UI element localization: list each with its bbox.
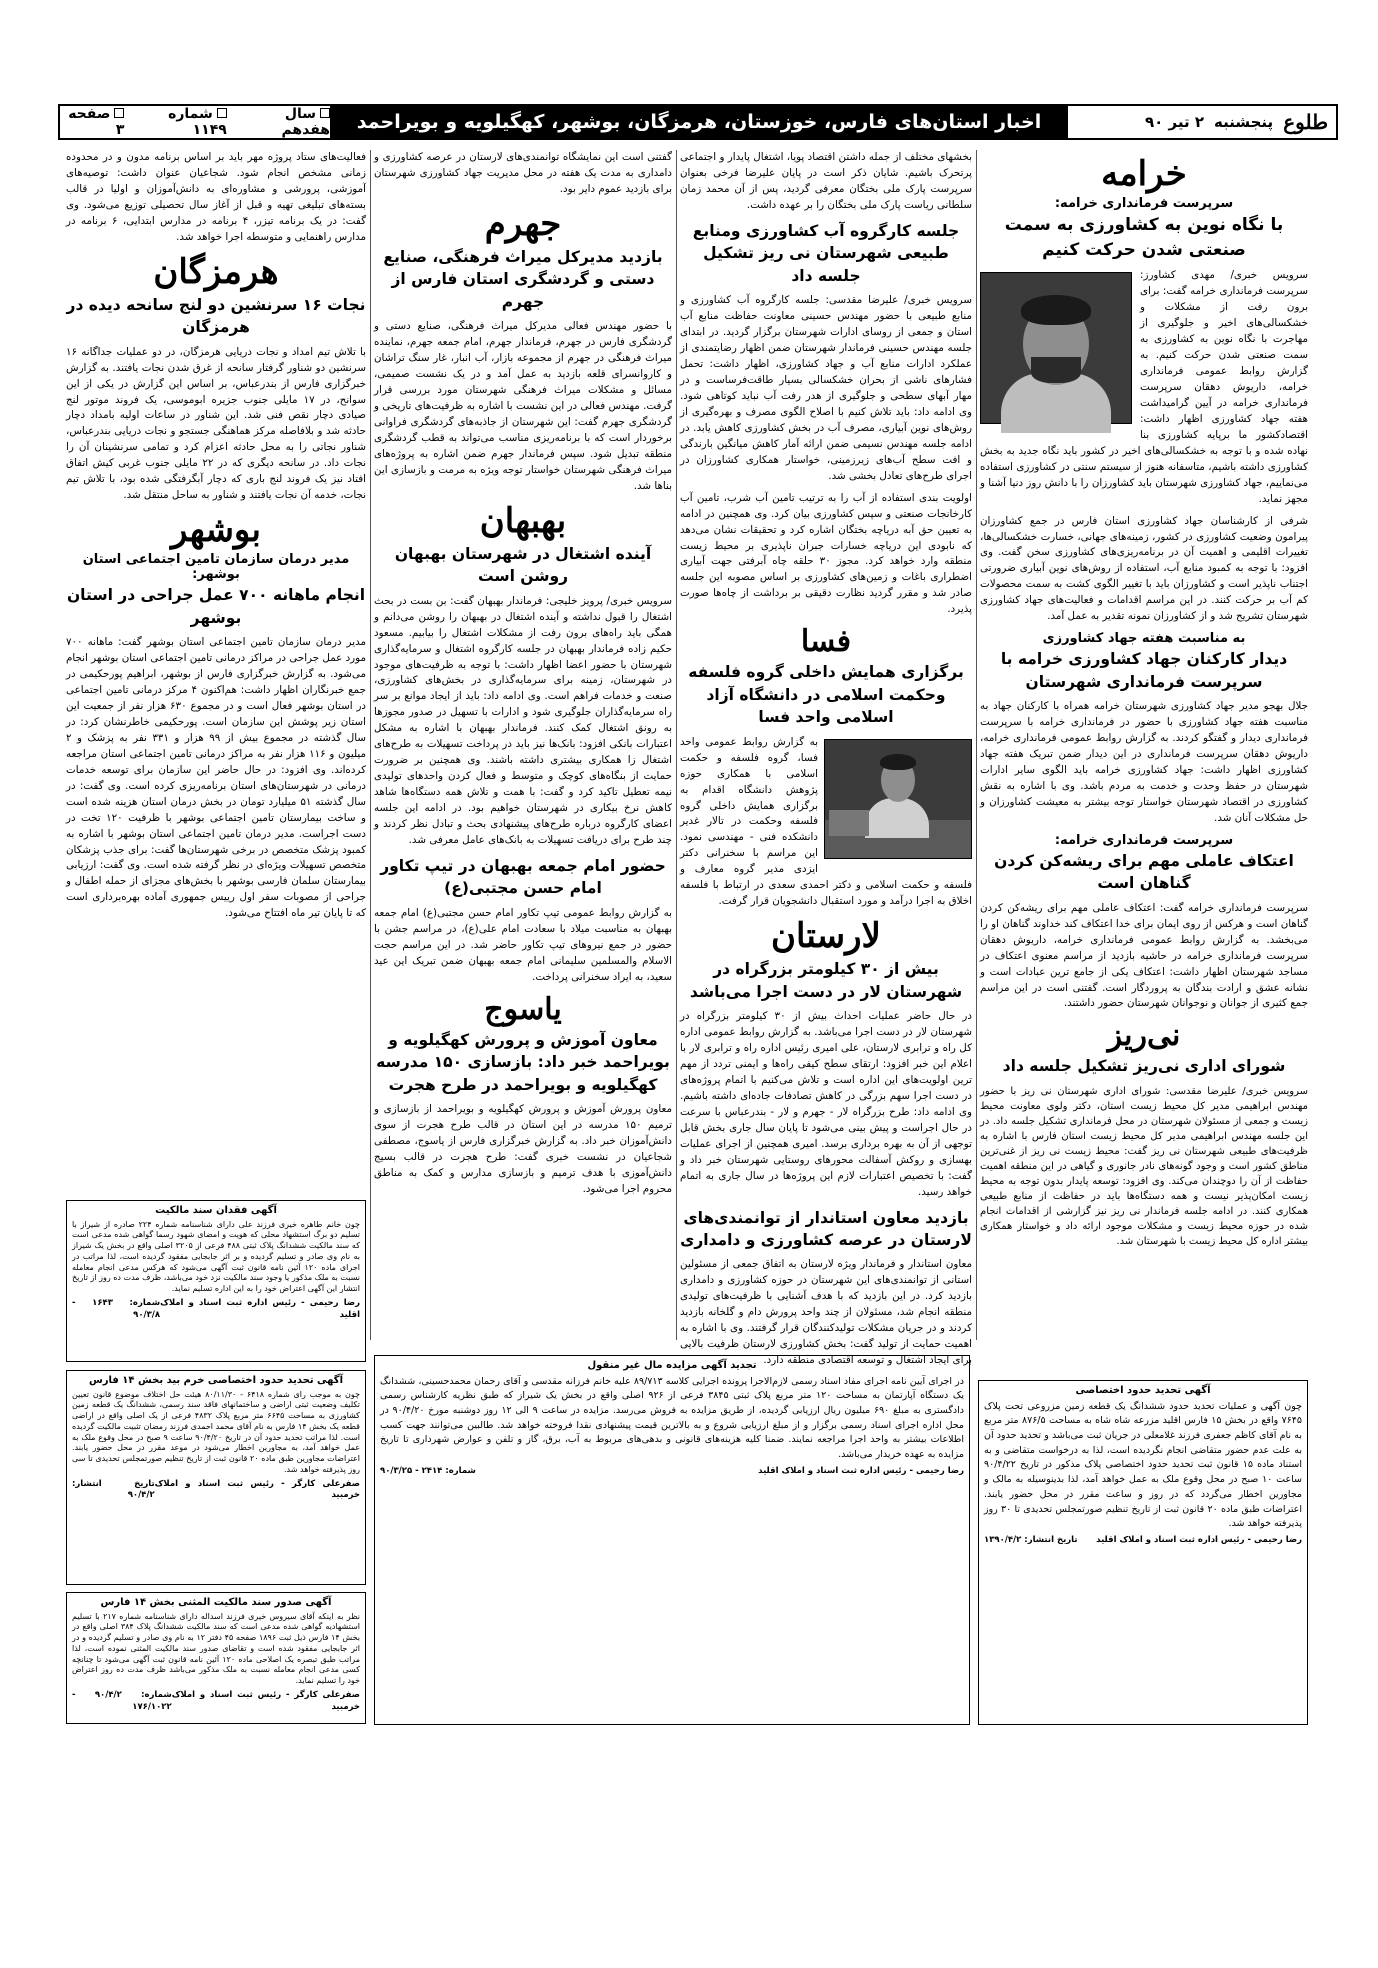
article-headline: بازدید مدیرکل میراث فرهنگی، صنایع دستی و گردشگری استان فارس از جهرم [383,247,663,311]
article-body: معاون استاندار و فرماندار ویژه لارستان به اتفاق جمعی از مسئولین استانی از توانمندی‌های این شهرستان در حوزه کشاورزی و دامداری بازدید کرد. در این بازدید که با هدف آشنایی با ظرفیت‌های تولیدی منطقه انجام شد، مسئولان از چند واحد پرورش دام و گلخانه بازدید کردند و در جریان مشکلات تولیدکنندگان قرار گرفتند. وی با اشاره به اهمیت حمایت از تولید گفت: بخش کشاورزی لارستان ظرفیت بالایی برای ایجاد اشتغال و توسعه اقتصادی منطقه دارد. [680,1258,972,1367]
article-body: اولویت بندی استفاده از آب را به ترتیب تامین آب شرب، تامین آب کارخانجات صنعتی و سپس کشاورزی بیان کرد. وی همچنین در ادامه به تعیین حق آبه دریاچه بختگان اشاره کرد و تحقیقات نشان می‌دهد که نابودی این دریاچه خسارات جبران ناپذیری بر محیط زیست منطقه وارد خواهد کرد. مجوز ۳۰ حلقه چاه آبرفتی جهت آبیاری اضطراری باغات و زمین‌های کشاورزی بر اساس مصوبه این جلسه صادر شد و مقرر گردید نظارت دقیقی بر برداشت از چاه‌ها صورت پذیرد. [680,491,972,616]
ad-title: آگهی فقدان سند مالکیت [155,1205,277,1216]
article-headline: حضور امام جمعه بهبهان در تیپ تکاور امام حسن مجتبی(ع) [380,856,666,898]
article-headline: برگزاری همایش داخلی گروه فلسفه وحکمت اسلامی در دانشگاه آزاد اسلامی واحد فسا [688,663,964,727]
article-body: سرویس خبری/ مهدی کشاورز: سرپرست فرمانداری خرامه گفت: برای برون رفت از مشکلات و خشکسالی‌های اخیر و جلوگیری از مهاجرت با نگاه نوین به کشاورزی به سمت صنعتی شدن حرکت کنیم. به گزارش روابط عمومی فرمانداری خرامه، داریوش دهقان سرپرست فرمانداری خرامه در آیین گرامیداشت هفته جهاد کشاورزی اظهار داشت: اقتصادکشور ما برپایه کشاورزی بنا نهاده شده و با توجه به خشکسالی‌های اخیر در کشور باید نگاه جدید به بخش کشاورزی داشته باشیم، متاسفانه هنوز از سیستم سنتی در کشاورزی استفاده می‌نماییم، جهاد کشاورزی شهرستان باید کشاورزان را با دانش روز دنیا آشنا و مجهز نماید. [980,269,1308,505]
masthead [58,104,1338,140]
newspaper-logo: طلوع [1283,110,1328,134]
masthead-issue-block [60,106,331,138]
city-heading-khorrameh: خرامه [1101,154,1187,194]
ad-signature: صفرعلی کارگر - رئیس ثبت اسناد و املاک خرمبید [154,1478,360,1501]
masthead-issue: شماره ۱۱۴۹ [168,106,227,138]
article-body: سرویس خبری/ علیرضا مقدسی: جلسه کارگروه آب کشاورزی و منابع طبیعی با حضور مهندس حسینی معاونت حفاظت منابع آب استان و جمعی از روسای ادارات شهرستان برگزار گردید. در ابتدای جلسه مهندس حسینی فرماندار شهرستان ضمن اظهار رضایتمندی از عملکرد ادارات منابع آب و جهاد کشاورزی، اظهار داشت: تحمل فشارهای ناشی از بحران خشکسالی بسیار طاقت‌فرساست و در مهار آبهای سطحی و جلوگیری از هدر رفت آب نباید کوتاهی شود. وی ادامه داد: باید تلاش کنیم با اصلاح الگوی مصرف و بهره‌گیری از روش‌های نوین آبیاری، مصرف آب در بخش کشاورزی کاهش یابد. در ادامه جلسه مهندس نسیمی ضمن ارائه آمار کاهش میانگین بارندگی و افت سطح آب‌های زیرزمینی، خواستار همکاری کشاورزان در اجرای طرح‌های تعادل بخشی شد. [680,294,972,482]
column-divider [676,150,677,1340]
article-headline: بیش از ۳۰ کیلومتر بزرگراه در شهرستان لار در دست اجرا می‌باشد [689,960,963,1001]
masthead-date: ۲ تیر ۹۰ [1145,113,1204,131]
legal-ad [66,1200,366,1362]
column-2 [680,150,972,1367]
masthead-page: صفحه ۳ [68,106,125,138]
ad-signature: رضا رحیمی - رئیس اداره ثبت اسناد و املاک اقلید [1096,1534,1302,1545]
city-heading-bushehr: بوشهر [171,510,261,551]
article-body: مدیر درمان سازمان تامین اجتماعی استان بوشهر گفت: ماهانه ۷۰۰ مورد عمل جراحی در مراکز درمانی تامین اجتماعی استان بوشهر انجام می‌شود. به گزارش خبرگزاری فارس از بوشهر، ابراهیم پورحکیمی در جمع خبرنگاران اظهار داشت: هم‌اکنون ۴ مرکز درمانی تامین اجتماعی در استان بوشهر فعال است و در مجموع ۶۳۰ هزار نفر از جمعیت این استان زیر پوشش این سازمان است. پورحکیمی خاطرنشان کرد: در سال گذشته در مجموع بیش از ۹۹ هزار و ۳۳۱ نفر به پزشک و ۲ میلیون و ۱۱۶ هزار نفر به مراکز درمانی تامین اجتماعی استان مراجعه کرده‌اند. وی افزود: در حال حاضر این سازمان برای توسعه خدمات درمانی در شهرستان‌های استان برنامه‌ریزی کرده است. وی گفت: در سال گذشته ۵۱ میلیارد تومان در بخش درمان استان هزینه شده است و ساخت بیمارستان تامین اجتماعی بوشهر با ظرفیت ۱۲۰ تخت در دست اجراست. مدیر درمان تامین اجتماعی استان بوشهر با اشاره به کمبود پزشک متخصص در برخی شهرستان‌ها گفت: برای جذب پزشکان متخصص تسهیلات ویژه‌ای در نظر گرفته شده است. وی گفت: ارزیابی بیمارستان سلمان فارسی بوشهر با بخش‌های مجزای از حمله اطفال و جراحی از مصوبات سفر اول رییس جمهوری آماده بهره‌برداری است که تا پایان تیر ماه افتتاح می‌شود. [66,636,367,920]
legal-ad [66,1370,366,1585]
page-title: اخبار استان‌های فارس، خوزستان، هرمزگان، بوشهر، کهگیلویه و بویراحمد [331,106,1067,138]
article-body: به گزارش روابط عمومی تیپ تکاور امام حسن مجتبی(ع) امام جمعه بهبهان به مناسبت میلاد با سعادت امام علی(ع)، در مراسم جشن با حضور در جمع نیروهای تیپ تکاور حاضر شد. در این مراسم حجت الاسلام والمسلمین سلیمانی امام جمعه بهبهان ضمن تبریک این عید سعید، به ایراد سخنرانی پرداخت. [374,906,672,983]
column-divider [370,150,371,1340]
article-headline: نجات ۱۶ سرنشین دو لنج سانحه دیده در هرمزگان [66,295,366,337]
ad-number: شماره: ۹۰/۴/۲ - ۱۷۶/۱۰۲۲ [72,1690,172,1712]
article-headline: با نگاه نوین به کشاورزی به سمت صنعتی شدن حرکت کنیم [1004,215,1284,260]
ad-number: تاریخ انتشار: ۱۳۹۰/۴/۲ [984,1534,1078,1545]
ad-text: چون آگهی و عملیات تحدید حدود ششدانگ یک قطعه زمین مزروعی تحت پلاک ۷۶۴۵ واقع در بخش ۱۵ فارس اقلید مزرعه شاه شاه به مساحت ۸۷۶/۵ متر مربع به نام آقای کاظم جعفری فرزند غلامعلی در جریان ثبت می‌باشد و تحدید حدود آن به علت عدم حضور متقاضی انجام نگردیده است، لذا به درخواست متقاضی و به استناد ماده ۱۵ قانون ثبت تحدید حدود اختصاصی پلاک مذکور در تاریخ ۹۰/۴/۲۲ ساعت ۱۰ صبح در محل وقوع ملک به عمل خواهد آمد، لذا بدینوسیله به مالک و مجاورین اخطار می‌گردد که در روز و ساعت مقرر در محل حضور یابند. اعتراضات طبق ماده ۲۰ قانون ثبت از تاریخ تنظیم صورتمجلس تحدیدی تا ۳۰ روز پذیرفته خواهد شد. [984,1400,1302,1530]
ad-text: نظر به اینکه آقای سیروس خیری فرزند اسداله دارای شناسنامه شماره ۲۱۷ با تسلیم استشهادیه گواهی شده مدعی است که سند مالکیت ششدانگ پلاک ۳۸۴ اصلی واقع در بخش ۱۴ فارس ذیل ثبت ۱۸۹۶ صفحه ۴۵ دفتر ۱۲ به نام وی صادر و تسلیم گردیده و در اثر جابجایی مفقود شده است و تقاضای صدور سند مالکیت المثنی نموده است، لذا مراتب طبق تبصره یک اصلاحی ماده ۱۲۰ آئین نامه قانون ثبت آگهی می‌شود تا چنانچه کسی مدعی انجام معامله نسبت به ملک مذکور می‌باشد ظرف مدت ده روز اعتراض خود را تسلیم نماید. [72,1611,360,1686]
masthead-date-block [1067,106,1336,138]
city-heading-hormozgan: هرمزگان [153,251,279,292]
masthead-year: سال هفدهم [281,106,330,138]
city-heading-neyriz: نی‌ریز [1107,1018,1181,1054]
square-bullet-icon [217,108,227,118]
article-headline: بازدید معاون استاندار از توانمندی‌های لارستان در عرصه کشاورزی و دامداری [680,1208,972,1250]
article-body: بخشهای مختلف از جمله داشتن اقتصاد پویا، اشتغال پایدار و اجتماعی پرتحرک باشیم. شایان ذکر است در پایان علیرضا فرخی بعنوان سرپرست پارک ملی بختگان معرفی گردید، پس از آن محمد زمان سلطانی ریاست پارک ملی بختگان را بر عهده داشت. [680,151,972,211]
article-body: سرویس خبری/ پرویز خلیجی: فرماندار بهبهان گفت: بن بست در بحث اشتغال را قبول نداشته و آینده اشتغال در بهبهان را روشن می‌دانم و همگی باید راه‌های برون رفت از مشکلات اشتغال را بیابیم. مسعود حکیم زاده فرماندار بهبهان در جلسه کارگروه اشتغال و سرمایه‌گذاری شهرستان با حضور اعضا اظهار داشت: با توجه به ظرفیت‌های موجود در شهرستان، زمینه برای سرمایه‌گذاری در بخش‌های کشاورزی، صنعت و خدمات فراهم است. وی ادامه داد: باید از ایجاد موانع بر سر راه سرمایه‌گذاران جلوگیری شود و ادارات با تسهیل در صدور مجوزها به رونق اشتغال کمک کنند. فرماندار بهبهان با اشاره به مشکل اعتبارات بانکی افزود: بانک‌ها نیز باید در پرداخت تسهیلات به طرح‌های اشتغال زا همکاری بیشتری داشته باشند. وی همچنین بر ضرورت حمایت از بنگاه‌های کوچک و متوسط و فعال کردن واحدهای تولیدی نیمه تعطیل تاکید کرد و گفت: با همت و تلاش همه دستگاه‌ها شاهد کاهش نرخ بیکاری در شهرستان خواهیم بود. در ادامه این جلسه اعضای کارگروه درباره طرح‌های پیشنهادی بحث و تبادل نظر کردند و چند طرح برای دریافت تسهیلات به بانک‌های عامل معرفی شد. [374,594,672,846]
city-heading-fasa: فسا [800,624,852,660]
column-3 [374,150,672,1340]
ad-title: آگهی تحدید حدود اختصاصی [1075,1385,1211,1396]
article-body: سرویس خبری/ علیرضا مقدسی: شورای اداری شهرستان نی ریز با حضور مهندس ابراهیمی مدیر کل محیط زیست استان، دکتر ولوی معاونت محیط زیست و جمعی از مسئولان شهرستان در محل فرمانداری تشکیل جلسه داد. در این جلسه مهندس ابراهیمی مدیر کل محیط زیست استان فارس با اشاره به ظرفیت‌های طبیعی شهرستان نی ریز گفت: محیط زیست نی ریز از غنی‌ترین مناطق کشور است و وجود گونه‌های نادر جانوری و گیاهی در این منطقه اهمیت حفاظت از آن را دوچندان می‌کند. وی افزود: توسعه پایدار بدون توجه به محیط زیست امکان‌پذیر نیست و همه دستگاه‌ها باید در حفاظت از منابع طبیعی همکاری کنند. در ادامه جلسه فرماندار نی ریز نیز گزارشی از اقدامات انجام شده در حوزه محیط زیست و مشکلات موجود ارائه داد و خواستار همکاری بیشتر اداره کل محیط زیست با شهرستان شد. [980,1085,1308,1247]
article-body: در حال حاضر عملیات احداث بیش از ۳۰ کیلومتر بزرگراه در شهرستان لار در دست اجرا می‌باشد. به گزارش روابط عمومی اداره کل راه و ترابری لارستان، علی امیری رئیس اداره راه و ترابری لار با اعلام این خبر افزود: ارتقای سطح کیفی راه‌ها و ایمنی تردد از مهم ترین اولویت‌های این اداره است و تلاش می‌کنیم با اتمام پروژه‌های در دست اجرا سهم بزرگی در کاهش تصادفات جاده‌ای داشته باشیم. وی ادامه داد: طرح بزرگراه لار - جهرم و لار - بندرعباس با سرعت در حال اجراست و پیش بینی می‌شود تا پایان سال جاری بخش قابل توجهی از آن به بهره برداری برسد. امیری همچنین از اجرای عملیات بهسازی و روکش آسفالت محورهای روستایی شهرستان خبر داد و گفت: با تخصیص اعتبارات لازم این پروژه‌ها در سال جاری به اتمام خواهد رسید. [680,1010,972,1198]
ad-number: شماره: ۱۶۴۳ - ۹۰/۳/۸ [72,1298,161,1320]
article-headline: دیدار کارکنان جهاد کشاورزی خرامه با سرپرست فرمانداری شهرستان [1000,650,1288,691]
ad-signature: صفرعلی کارگر - رئیس ثبت اسناد و املاک خرمبید [171,1690,360,1712]
column-divider [976,150,977,1340]
ad-signature: رضا رحیمی - رئیس اداره ثبت اسناد و املاک اقلید [160,1298,360,1320]
city-heading-larestan: لارستان [771,916,881,957]
article-body: فعالیت‌های ستاد پروژه مهر باید بر اساس برنامه مدون و در محدوده زمانی مشخص انجام شود. شجاعیان عنوان داشت: توصیه‌های آموزشی، پرورشی و مشاوره‌ای به دانش‌آموزان و اولیا در قالب بسته‌های تبلیغی تهیه و قبل از آغاز سال تحصیلی توزیع می‌شود. وی گفت: در یک برنامه تیزر، ۴ برنامه در مدارس ابتدایی، ۶ برنامه در مدارس راهنمایی و متوسطه اجرا خواهد شد. [66,151,366,243]
article-kicker: مدیر درمان سازمان تامین اجتماعی استان بوشهر: [82,552,350,583]
article-kicker: سرپرست فرمانداری خرامه: [1054,832,1234,848]
square-bullet-icon [320,108,330,118]
article-body: سرپرست فرمانداری خرامه گفت: اعتکاف عاملی مهم برای ریشه‌کن کردن گناهان است و هرکس از روی ایمان برای خدا اعتکاف کند خداوند گناهان او را می‌بخشد. به گزارش روابط عمومی فرمانداری خرامه، داریوش دهقان سرپرست فرمانداری خرامه در حاشیه بازدید از مراسم معنوی اعتکاف در مساجد شهرستان اظهار داشت: اعتکاف یکی از جامع ترین عبادات است و نشانه عشق و ارادت بندگان به پروردگار است. گفتنی است در این مراسم جمع کثیری از جوانان و نوجوانان شهرستان حضور داشتند. [980,901,1308,1010]
article-body: معاون پرورش آموزش و پرورش کهگیلویه و بویراحمد از بازسازی و ترمیم ۱۵۰ مدرسه در این استان در قالب طرح هجرت از سوی دانش‌آموزان خبر داد. به گزارش خبرگزاری فارس از یاسوج، مصطفی شجاعیان در نشست خبری گفت: طرح هجرت در قالب بسیج دانش‌آموزی با هدف ترمیم و بازسازی مدارس و کمک به مناطق محروم اجرا می‌شود. [374,1103,673,1195]
masthead-day: پنجشنبه [1214,113,1274,131]
city-heading-behbahan: بهبهان [479,500,567,541]
article-kicker: به مناسبت هفته جهاد کشاورزی [1042,631,1246,647]
article-headline: شورای اداری نی‌ریز تشکیل جلسه داد [1002,1057,1286,1076]
legal-ad [978,1380,1308,1725]
article-headline: آینده اشتغال در شهرستان بهبهان روشن است [394,544,652,586]
article-headline: معاون آموزش و پرورش کهگیلویه و بویراحمد خبر داد: بازسازی ۱۵۰ مدرسه کهگیلویه و بویراحمد در طرح هجرت [376,1030,670,1094]
ad-signature: رضا رحیمی - رئیس اداره ثبت اسناد و املاک اقلید [758,1465,964,1476]
column-4 [66,150,366,1190]
column-1 [980,150,1308,1370]
ad-text: در اجرای آیین نامه اجرای مفاد اسناد رسمی لازم‌الاجرا پرونده اجرایی کلاسه ۸۹/۷۱۳ علیه خانم فرزانه مقدسی و آقای رحمان محمدحسینی، ششدانگ یک دستگاه آپارتمان به مساحت ۱۲۰ متر مربع پلاک ثبتی ۳۸۴۵ فرعی از ۹۲۶ اصلی واقع در بخش یک شیراز که طبق نظریه کارشناس رسمی دادگستری به مبلغ ۶۹۰ میلیون ریال ارزیابی گردیده، از طریق مزایده به فروش می‌رسد. مزایده در ساعت ۹ الی ۱۲ روز دوشنبه مورخ ۹۰/۴/۲۰ در محل اداره اجرای اسناد رسمی برگزار و از مبلغ ارزیابی شروع و به بالاترین قیمت پیشنهادی نقدا فروخته خواهد شد. طالبین می‌توانند جهت کسب اطلاعات بیشتر به واحد اجرا مراجعه نمایند. ضمنا کلیه هزینه‌های قانونی و بدهی‌های مربوط به آب، برق، گاز و تلفن و عوارض شهرداری تا تاریخ مزایده به عهده خریدار می‌باشد. [380,1375,965,1461]
article-body: جلال بهجو مدیر جهاد کشاورزی شهرستان خرامه همراه با کارکنان جهاد به مناسبت هفته جهاد کشاورزی با حضور در فرمانداری خرامه با سرپرست فرمانداری دیدار و گفتگو کردند. به گزارش روابط عمومی فرمانداری خرامه، داریوش دهقان سرپرست فرمانداری در این دیدار ضمن تبریک هفته جهاد کشاورزی اظهار داشت: جهاد کشاورزی خرامه باید الگوی سایر ادارات شهرستان در حفظ وحدت و خدمت به مردم باشد. وی با اشاره به نقش کشاورزی در اقتصاد شهرستان خواستار توجه بیشتر به معیشت کشاورزان و حل مشکلات آنان شد. [980,700,1308,824]
ad-number: شماره: ۲۴۱۴ - ۹۰/۳/۲۵ [380,1465,476,1476]
article-body: گفتنی است این نمایشگاه توانمندی‌های لارستان در عرصه کشاورزی و دامداری به مدت یک هفته در محل مدیریت جهاد کشاورزی شهرستان برای بازدید عموم دایر بود. [374,151,672,195]
ad-number: تاریخ انتشار: ۹۰/۴/۲ [72,1478,155,1501]
ad-title: تجدید آگهی مزایده مال غیر منقول [587,1360,757,1371]
article-headline: جلسه کارگروه آب کشاورزی ومنابع طبیعی شهرستان نی ریز تشکیل جلسه داد [692,221,960,285]
article-kicker: سرپرست فرمانداری خرامه: [1054,196,1234,211]
article-body: به گزارش روابط عمومی واحد فسا، گروه فلسفه و حکمت اسلامی با همکاری حوزه پژوهش دانشگاه اقدام به برگزاری همایش داخلی گروه فلسفه وحکمت در تالار غدیر دانشکده فنی - مهندسی نمود. این مراسم با سخنرانی دکتر ایزدی مدیر گروه معارف و فلسفه و حکمت اسلامی و دکتر احمدی سعدی در ارتباط با فلسفه اخلاق به اجرا درآمد و مورد استقبال دانشجویان قرار گرفت. [680,735,972,908]
city-heading-jahrom: جهرم [484,203,562,244]
square-bullet-icon [114,108,124,118]
event-photo [824,739,972,859]
ad-title: آگهی صدور سند مالکیت المثنی بخش ۱۴ فارس [100,1597,332,1608]
legal-ad [66,1592,366,1724]
city-heading-yasuj: یاسوج [484,991,562,1027]
article-body: شرفی از کارشناسان جهاد کشاورزی استان فارس در جمع کشاورزان پیرامون وضعیت کشاورزی در کشور، زمینه‌های جهانی، خسارت خشکسالی‌ها، تغییرات اقلیمی و اهمیت آن در برنامه‌ریزی‌های کشاورزی سخن گفت. وی افزود: با توجه به کمبود منابع آب، استفاده از روش‌های نوین آبیاری ضرورتی اجتناب ناپذیر است و کشاورزان باید با تغییر الگوی کشت به سمت محصولات کم آب بر حرکت کنند. در این مراسم اقدامات و فعالیت‌های جهاد کشاورزی شهرستان تشریح شد و از کشاورزان نمونه تقدیر به عمل آمد. [980,514,1308,623]
legal-ad [374,1355,970,1725]
portrait-photo [980,272,1132,424]
ad-text: چون به موجب رای شماره ۶۴۱۸ - ۸۰/۱۱/۳۰ هیئت حل اختلاف موضوع قانون تعیین تکلیف وضعیت ثبتی اراضی و ساختمانهای فاقد سند رسمی، ششدانگ یک قطعه زمین کشاورزی به مساحت ۶۶۴۵ متر مربع پلاک ۴۸۳۲ فرعی از یک اصلی واقع در اراضی قطعه یک بخش ۱۴ فارس به نام آقای محمد احمدی فرزند رمضان تثبیت مالکیت گردیده است. لذا مراتب تحدید حدود آن در تاریخ ۹۰/۴/۲۰ ساعت ۹ صبح در محل وقوع ملک به عمل خواهد آمد، به مجاورین اخطار می‌شود در موعد مقرر در محل حضور یابند. اعتراضات مجاورین طبق ماده ۲۰ قانون ثبت از تاریخ تنظیم صورتمجلس تحدیدی تا سی روز پذیرفته خواهد شد. [72,1389,361,1475]
ad-title: آگهی تحدید حدود اختصاصی خرم بید بخش ۱۴ فارس [88,1375,344,1386]
article-body: با حضور مهندس فعالی مدیرکل میراث فرهنگی، صنایع دستی و گردشگری فارس در جهرم، فرماندار جهرم، امام جمعه جهرم، نماینده میراث فرهنگی در جهرم از مجموعه بازار، آب انبار، غار سنگ تراشان و کاروانسرای قلعه بازدید به عمل آمد و در یک نشست صمیمی، مسائل و مشکلات میراث فرهنگی شهرستان مورد بررسی قرار گرفت. مهندس فعالی در این نشست با اشاره به ظرفیت‌های تاریخی و گردشگری جهرم گفت: این شهرستان از جاذبه‌های گردشگری فراوانی برخوردار است که با برنامه‌ریزی مناسب می‌تواند به قطب گردشگری منطقه تبدیل شود. سپس فرماندار جهرم ضمن اشاره به پروژه‌های میراث فرهنگی شهرستان خواستار توجه ویژه به مرمت و بازسازی این بناها شد. [374,320,672,492]
article-headline: انجام ماهانه ۷۰۰ عمل جراحی در استان بوشهر [66,586,366,627]
article-headline: اعتکاف عاملی مهم برای ریشه‌کن کردن گناهان است [994,851,1294,893]
ad-text: چون خانم طاهره خیری فرزند علی دارای شناسنامه شماره ۲۲۴ صادره از شیراز با تسلیم دو برگ استشهاد محلی که هویت و امضای شهود رسما گواهی شده مدعی است که سند مالکیت ششدانگ پلاک ثبتی ۴۸۸ فرعی از ۳۲۰۵ اصلی واقع در بخش یک شیراز به نام وی صادر و تسلیم گردیده و بر اثر جابجایی مفقود گردیده است، لذا مراتب در اجرای ماده ۱۲۰ آئین نامه قانون ثبت آگهی می‌شود که هرکس مدعی انجام معامله نسبت به ملک مذکور یا وجود سند مالکیت نزد خود می‌باشد، ظرف مدت ده روز از تاریخ انتشار این آگهی اعتراض خود را به این اداره تسلیم نماید. [72,1219,360,1294]
article-body: با تلاش تیم امداد و نجات دریایی هرمزگان، در دو عملیات جداگانه ۱۶ سرنشین دو شناور گرفتار سانحه از غرق شدن نجات یافتند. به گزارش خبرگزاری فارس از بندرعباس، بر اساس این گزارش در یکی از این سوانح، در ۱۷ مایلی جنوب جزیره ابوموسی، یک فروند موتور لنج صیادی دچار نقص فنی شد. این شناور در ساعات اولیه بامداد دچار حادثه شد و بلافاصله مرکز هماهنگی جستجو و نجات دریایی بندرعباس، شناور نجاتی را به محل حادثه اعزام کرد و تمامی سرنشینان آن را نجات داد. در سانحه دیگری که در ۲۲ مایلی جنوب غربی کیش اتفاق افتاد نیز یک فروند لنج باری که دچار آبگرفتگی شده بود، با تلاش تیم نجات، خدمه آن نجات یافتند و شناور به ساحل منتقل شد. [66,345,366,502]
